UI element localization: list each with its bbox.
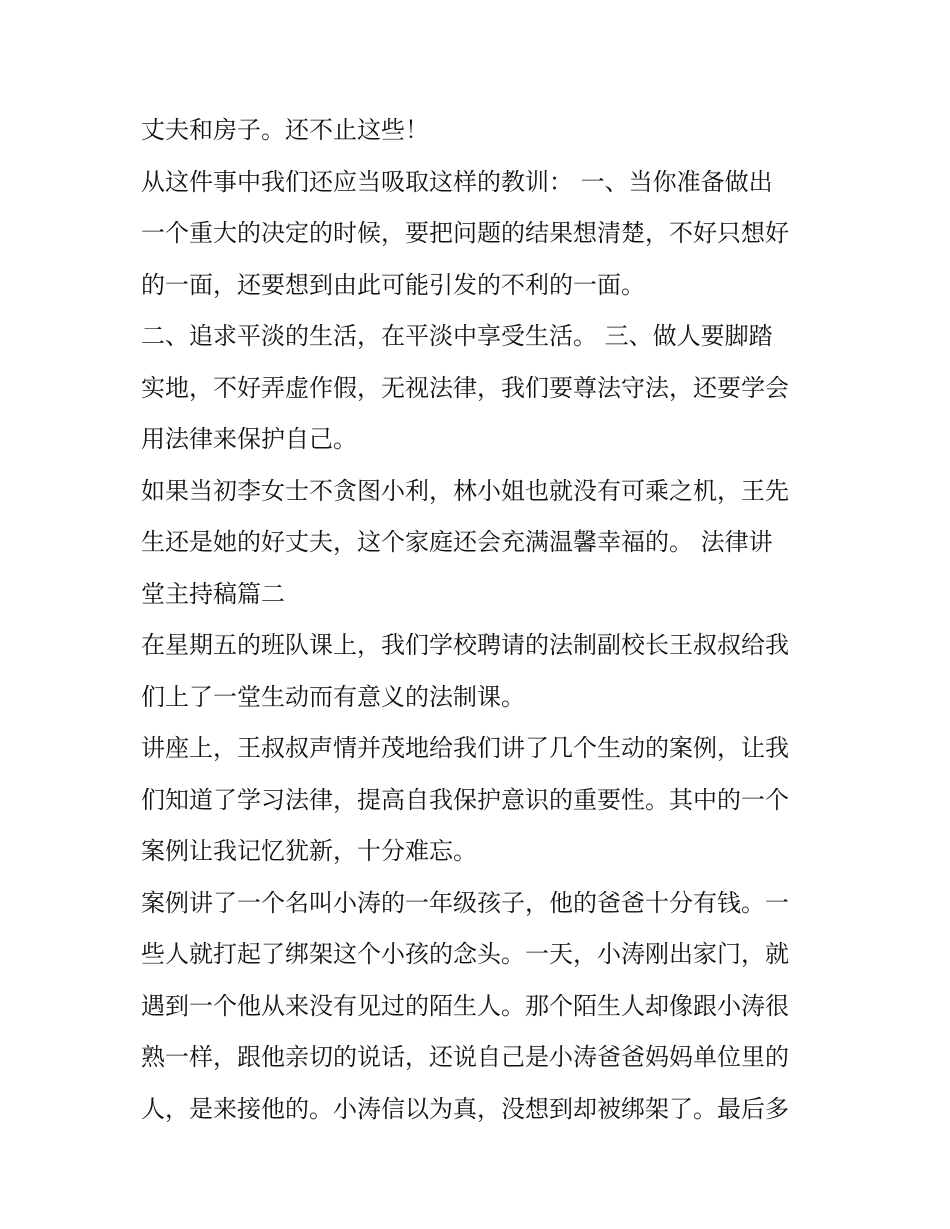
text-line: 实地，不好弄虚作假，无视法律，我们要尊法守法，还要学会	[141, 373, 789, 402]
text-line: 从这件事中我们还应当吸取这样的教训： 一、当你准备做出	[141, 167, 773, 196]
text-line: 丈夫和房子。还不止这些！	[141, 116, 429, 144]
text-line: 遇到一个他从来没有见过的陌生人。那个陌生人却像跟小涛很	[141, 991, 789, 1020]
text-line: 二、追求平淡的生活，在平淡中享受生活。 三、做人要脚踏	[141, 322, 773, 350]
body-text	[141, 108, 821, 1138]
text-line: 们上了一堂生动而有意义的法制课。	[141, 682, 525, 711]
text-line: 一个重大的决定的时候，要把问题的结果想清楚，不好只想好	[141, 219, 789, 247]
text-line: 用法律来保护自己。	[141, 425, 357, 453]
text-line: 在星期五的班队课上，我们学校聘请的法制副校长王叔叔给我	[141, 631, 789, 659]
text-line: 人，是来接他的。小涛信以为真，没想到却被绑架了。最后多	[141, 1094, 789, 1123]
text-line: 熟一样，跟他亲切的说话，还说自己是小涛爸爸妈妈单位里的	[141, 1043, 789, 1071]
text-line: 如果当初李女士不贪图小利，林小姐也就没有可乘之机，王先	[141, 476, 789, 505]
text-line: 们知道了学习法律，提高自我保护意识的重要性。其中的一个	[141, 785, 789, 814]
text-line: 些人就打起了绑架这个小孩的念头。一天，小涛刚出家门，就	[141, 940, 789, 968]
text-line: 生还是她的好丈夫，这个家庭还会充满温馨幸福的。 法律讲	[141, 528, 773, 556]
section-heading: 堂主持稿篇二	[141, 579, 285, 608]
text-line: 的一面，还要想到由此可能引发的不利的一面。	[141, 270, 645, 299]
text-line: 讲座上，王叔叔声情并茂地给我们讲了几个生动的案例，让我	[141, 734, 789, 762]
text-line: 案例让我记忆犹新，十分难忘。	[141, 837, 477, 865]
text-line: 案例讲了一个名叫小涛的一年级孩子，他的爸爸十分有钱。一	[141, 888, 789, 917]
